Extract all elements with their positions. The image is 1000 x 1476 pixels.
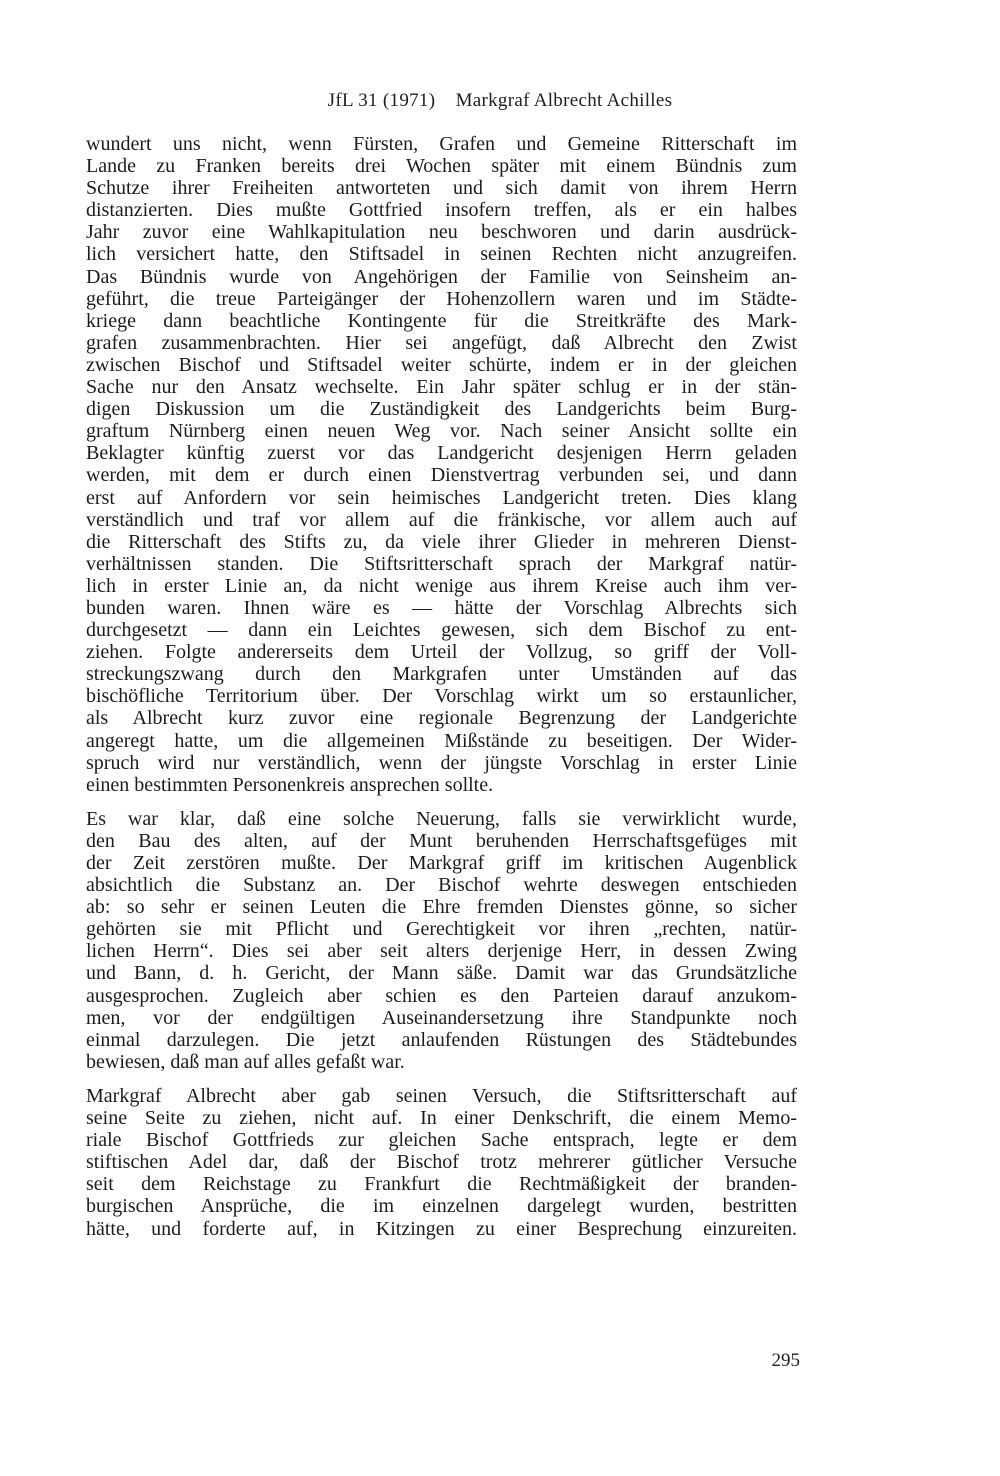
text-line: seit dem Reichstage zu Frankfurt die Rechtmäßigkeit der branden- bbox=[86, 1173, 797, 1196]
text-line: und Bann, d. h. Gericht, der Mann säße. Damit war das Grundsätzliche bbox=[86, 962, 797, 985]
text-line: spruch wird nur verständlich, wenn der jüngste Vorschlag in erster Linie bbox=[86, 751, 797, 774]
text-line: Schutze ihrer Freiheiten antworteten und sich damit von ihrem Herrn bbox=[86, 177, 797, 200]
text-line: der Zeit zerstören mußte. Der Markgraf griff im kritischen Augenblick bbox=[86, 852, 797, 874]
text-line: angeregt hatte, um die allgemeinen Mißstände zu beseitigen. Der Wider- bbox=[86, 729, 797, 752]
paragraph-1 bbox=[86, 133, 797, 796]
text-line: Lande zu Franken bereits drei Wochen später mit einem Bündnis zum bbox=[86, 155, 797, 178]
text-line: durchgesetzt — dann ein Leichtes gewesen, sich dem Bischof zu ent- bbox=[86, 619, 797, 642]
text-line: lich in erster Linie an, da nicht wenige aus ihrem Kreise auch ihm ver- bbox=[86, 574, 797, 597]
text-line: graftum Nürnberg einen neuen Weg vor. Nach seiner Ansicht sollte ein bbox=[86, 420, 797, 443]
journal-reference: JfL 31 (1971) bbox=[327, 90, 436, 111]
text-line: ab: so sehr er seinen Leuten die Ehre fremden Dienstes gönne, so sicher bbox=[86, 896, 797, 919]
text-line: Jahr zuvor eine Wahlkapitulation neu beschworen und darin ausdrück- bbox=[86, 221, 797, 244]
text-line: geführt, die treue Parteigänger der Hohenzollern waren und im Städte- bbox=[86, 287, 797, 310]
text-line: gehörten sie mit Pflicht und Gerechtigkeit vor ihren „rechten, natür- bbox=[86, 918, 797, 941]
text-line: verhältnissen standen. Die Stiftsritterschaft sprach der Markgraf natür- bbox=[86, 552, 797, 575]
text-line: ziehen. Folgte andererseits dem Urteil der Vollzug, so griff der Voll- bbox=[86, 641, 797, 664]
text-line: die Ritterschaft des Stifts zu, da viele ihrer Glieder in mehreren Dienst- bbox=[86, 530, 797, 553]
running-head bbox=[0, 90, 1000, 112]
text-line: kriege dann beachtliche Kontingente für die Streitkräfte des Mark- bbox=[86, 309, 797, 332]
text-line: Es war klar, daß eine solche Neuerung, falls sie verwirklicht wurde, bbox=[86, 807, 797, 830]
text-line: Das Bündnis wurde von Angehörigen der Familie von Seinsheim an- bbox=[86, 265, 797, 288]
text-line: Markgraf Albrecht aber gab seinen Versuch, die Stiftsritterschaft auf bbox=[86, 1084, 797, 1107]
text-line: hätte, und forderte auf, in Kitzingen zu einer Besprechung einzureiten. bbox=[86, 1217, 797, 1240]
text-line: absichtlich die Substanz an. Der Bischof wehrte deswegen entschieden bbox=[86, 874, 797, 897]
text-line: Beklagter künftig zuerst vor das Landgericht desjenigen Herrn geladen bbox=[86, 442, 797, 465]
text-line: seine Seite zu ziehen, nicht auf. In einer Denkschrift, die einem Memo- bbox=[86, 1107, 797, 1130]
text-line: burgischen Ansprüche, die im einzelnen dargelegt wurden, bestritten bbox=[86, 1195, 797, 1218]
text-line: bischöfliche Territorium über. Der Vorschlag wirkt um so erstaunlicher, bbox=[86, 685, 797, 708]
paragraph-3 bbox=[86, 1085, 797, 1240]
text-line: riale Bischof Gottfrieds zur gleichen Sache entsprach, legte er dem bbox=[86, 1129, 797, 1152]
text-line: wundert uns nicht, wenn Fürsten, Grafen und Gemeine Ritterschaft im bbox=[86, 133, 797, 155]
text-line: zwischen Bischof und Stiftsadel weiter schürte, indem er in der gleichen bbox=[86, 353, 797, 376]
text-line: lich versichert hatte, den Stiftsadel in seinen Rechten nicht anzugreifen. bbox=[86, 243, 797, 266]
body-text bbox=[86, 133, 797, 1240]
text-line: distanzierten. Dies mußte Gottfried insofern treffen, als er ein halbes bbox=[86, 199, 797, 222]
text-line: erst auf Anfordern vor sein heimisches Landgericht treten. Dies klang bbox=[86, 486, 797, 509]
text-line: men, vor der endgültigen Auseinandersetzung ihre Standpunkte noch bbox=[86, 1006, 797, 1029]
text-line: bewiesen, daß man auf alles gefaßt war. bbox=[86, 1050, 405, 1073]
text-line: stiftischen Adel dar, daß der Bischof trotz mehrerer gütlicher Versuche bbox=[86, 1151, 797, 1174]
text-line: verständlich und traf vor allem auf die fränkische, vor allem auch auf bbox=[86, 508, 797, 531]
page-number: 295 bbox=[771, 1350, 800, 1371]
text-line: einen bestimmten Personenkreis ansprechen sollte. bbox=[86, 773, 494, 796]
text-line: den Bau des alten, auf der Munt beruhenden Herrschaftsgefüges mit bbox=[86, 829, 797, 852]
text-line: werden, mit dem er durch einen Dienstvertrag verbunden sei, und dann bbox=[86, 464, 797, 487]
text-line: als Albrecht kurz zuvor eine regionale Begrenzung der Landgerichte bbox=[86, 707, 797, 730]
text-line: bunden waren. Ihnen wäre es — hätte der Vorschlag Albrechts sich bbox=[86, 596, 797, 619]
text-line: Sache nur den Ansatz wechselte. Ein Jahr später schlug er in der stän- bbox=[86, 376, 797, 399]
text-line: streckungszwang durch den Markgrafen unter Umständen auf das bbox=[86, 663, 797, 686]
text-line: grafen zusammenbrachten. Hier sei angefügt, daß Albrecht den Zwist bbox=[86, 331, 797, 354]
text-line: einmal darzulegen. Die jetzt anlaufenden Rüstungen des Städtebundes bbox=[86, 1028, 797, 1051]
paragraph-2 bbox=[86, 808, 797, 1073]
text-line: lichen Herrn“. Dies sei aber seit alters derjenige Herr, in dessen Zwing bbox=[86, 940, 797, 963]
article-title: Markgraf Albrecht Achilles bbox=[455, 90, 673, 111]
text-line: digen Diskussion um die Zuständigkeit des Landgerichts beim Burg- bbox=[86, 398, 797, 421]
text-line: ausgesprochen. Zugleich aber schien es den Parteien darauf anzukom- bbox=[86, 984, 797, 1007]
